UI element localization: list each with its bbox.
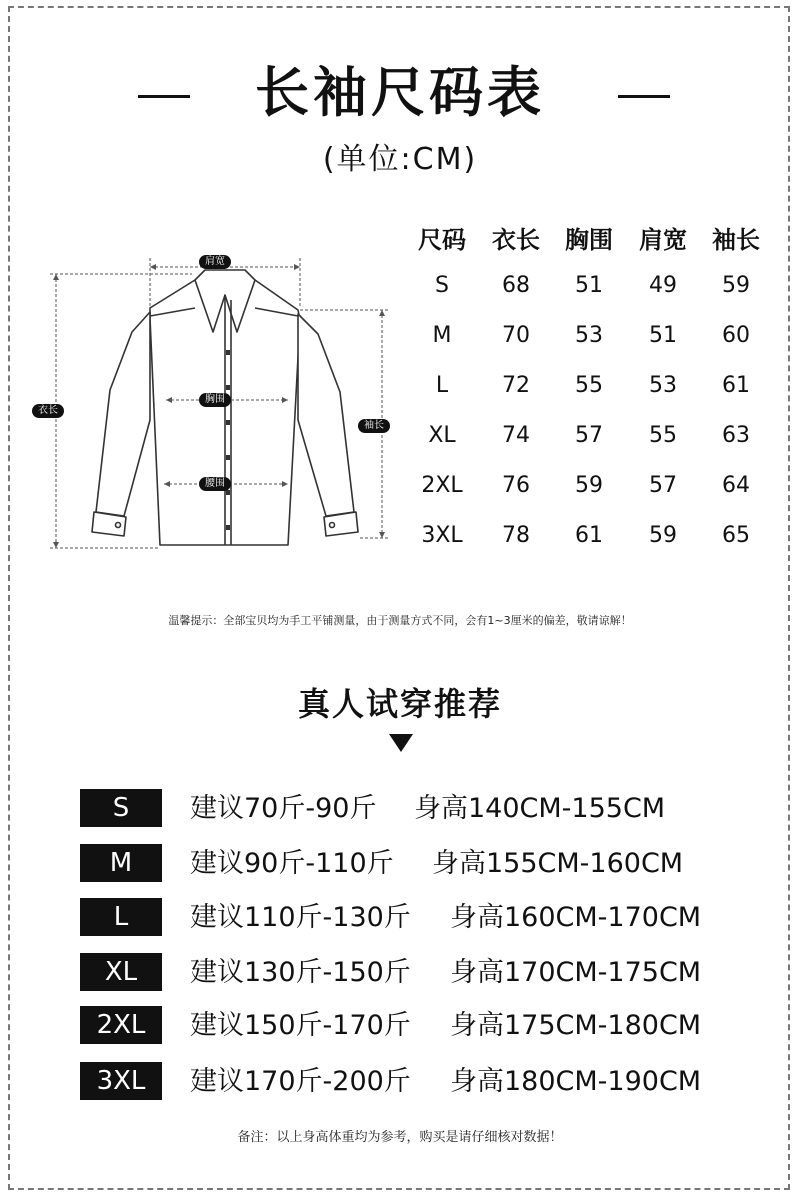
header-chest: 胸围	[565, 225, 613, 254]
cell-sleeve: 59	[722, 272, 750, 298]
size-badge: L	[80, 898, 162, 936]
table-row	[404, 510, 772, 560]
table-row	[404, 410, 772, 460]
cell-size: XL	[428, 422, 456, 448]
size-badge: S	[80, 789, 162, 827]
cell-shoulder: 51	[649, 322, 677, 348]
cell-shoulder: 55	[649, 422, 677, 448]
cell-chest: 55	[575, 372, 603, 398]
cell-sleeve: 63	[722, 422, 750, 448]
height-range: 身高140CM-155CM	[414, 793, 666, 824]
table-row	[404, 360, 772, 410]
cell-shoulder: 59	[649, 522, 677, 548]
table-row	[404, 260, 772, 310]
size-badge: M	[80, 844, 162, 882]
height-range: 身高170CM-175CM	[450, 957, 702, 988]
cell-chest: 61	[575, 522, 603, 548]
cell-chest: 51	[575, 272, 603, 298]
recommendation-row	[0, 898, 800, 938]
header-length: 衣长	[492, 225, 540, 254]
cell-size: L	[435, 372, 449, 398]
page-title: 长袖尺码表	[255, 61, 545, 124]
cell-length: 68	[502, 272, 530, 298]
cell-shoulder: 49	[649, 272, 677, 298]
unit-label: (单位:CM)	[322, 142, 478, 177]
recommendation-row	[0, 789, 800, 829]
weight-advice: 建议170斤-200斤	[190, 1066, 411, 1097]
size-table	[404, 214, 772, 560]
cell-length: 78	[502, 522, 530, 548]
cell-size: S	[435, 272, 449, 298]
header-size: 尺码	[418, 225, 466, 254]
weight-advice: 建议130斤-150斤	[190, 957, 411, 988]
header-shoulder: 肩宽	[639, 225, 687, 254]
cell-sleeve: 65	[722, 522, 750, 548]
height-range: 身高175CM-180CM	[450, 1010, 702, 1041]
footer-note: 备注：以上身高体重均为参考，购买是请仔细核对数据！	[237, 1130, 563, 1145]
cell-size: 2XL	[421, 472, 463, 498]
size-badge: 3XL	[80, 1062, 162, 1100]
cell-chest: 57	[575, 422, 603, 448]
length-label: 衣长	[32, 404, 64, 418]
shirt-diagram	[0, 240, 410, 570]
sleeve-label: 袖长	[358, 419, 390, 433]
cell-chest: 59	[575, 472, 603, 498]
weight-advice: 建议110斤-130斤	[190, 902, 411, 933]
recommendation-row	[0, 844, 800, 884]
waist-label: 腰围	[199, 477, 231, 491]
table-row	[404, 460, 772, 510]
weight-advice: 建议90斤-110斤	[190, 848, 394, 879]
cell-shoulder: 57	[649, 472, 677, 498]
height-range: 身高180CM-190CM	[450, 1066, 702, 1097]
measurement-note: 温馨提示：全部宝贝均为手工平铺测量，由于测量方式不同，会有1~3厘米的偏差，敬请谅解！	[168, 614, 632, 627]
cell-length: 70	[502, 322, 530, 348]
cell-length: 72	[502, 372, 530, 398]
size-badge: 2XL	[80, 1006, 162, 1044]
weight-advice: 建议70斤-90斤	[190, 793, 377, 824]
cell-sleeve: 64	[722, 472, 750, 498]
weight-advice: 建议150斤-170斤	[190, 1010, 411, 1041]
size-badge: XL	[80, 953, 162, 991]
size-table-header	[404, 214, 772, 260]
cell-sleeve: 61	[722, 372, 750, 398]
recommendation-row	[0, 953, 800, 993]
height-range: 身高160CM-170CM	[450, 902, 702, 933]
table-row	[404, 310, 772, 360]
cell-shoulder: 53	[649, 372, 677, 398]
cell-length: 74	[502, 422, 530, 448]
header-sleeve: 袖长	[712, 225, 760, 254]
shoulder-label: 肩宽	[199, 255, 231, 269]
cell-chest: 53	[575, 322, 603, 348]
cell-sleeve: 60	[722, 322, 750, 348]
cell-length: 76	[502, 472, 530, 498]
recommendation-title: 真人试穿推荐	[297, 685, 502, 723]
down-arrow-icon	[389, 734, 413, 752]
recommendation-row	[0, 1006, 800, 1046]
cell-size: M	[432, 322, 452, 348]
height-range: 身高155CM-160CM	[432, 848, 684, 879]
recommendation-row	[0, 1062, 800, 1102]
cell-size: 3XL	[421, 522, 463, 548]
chest-label: 胸围	[199, 393, 231, 407]
